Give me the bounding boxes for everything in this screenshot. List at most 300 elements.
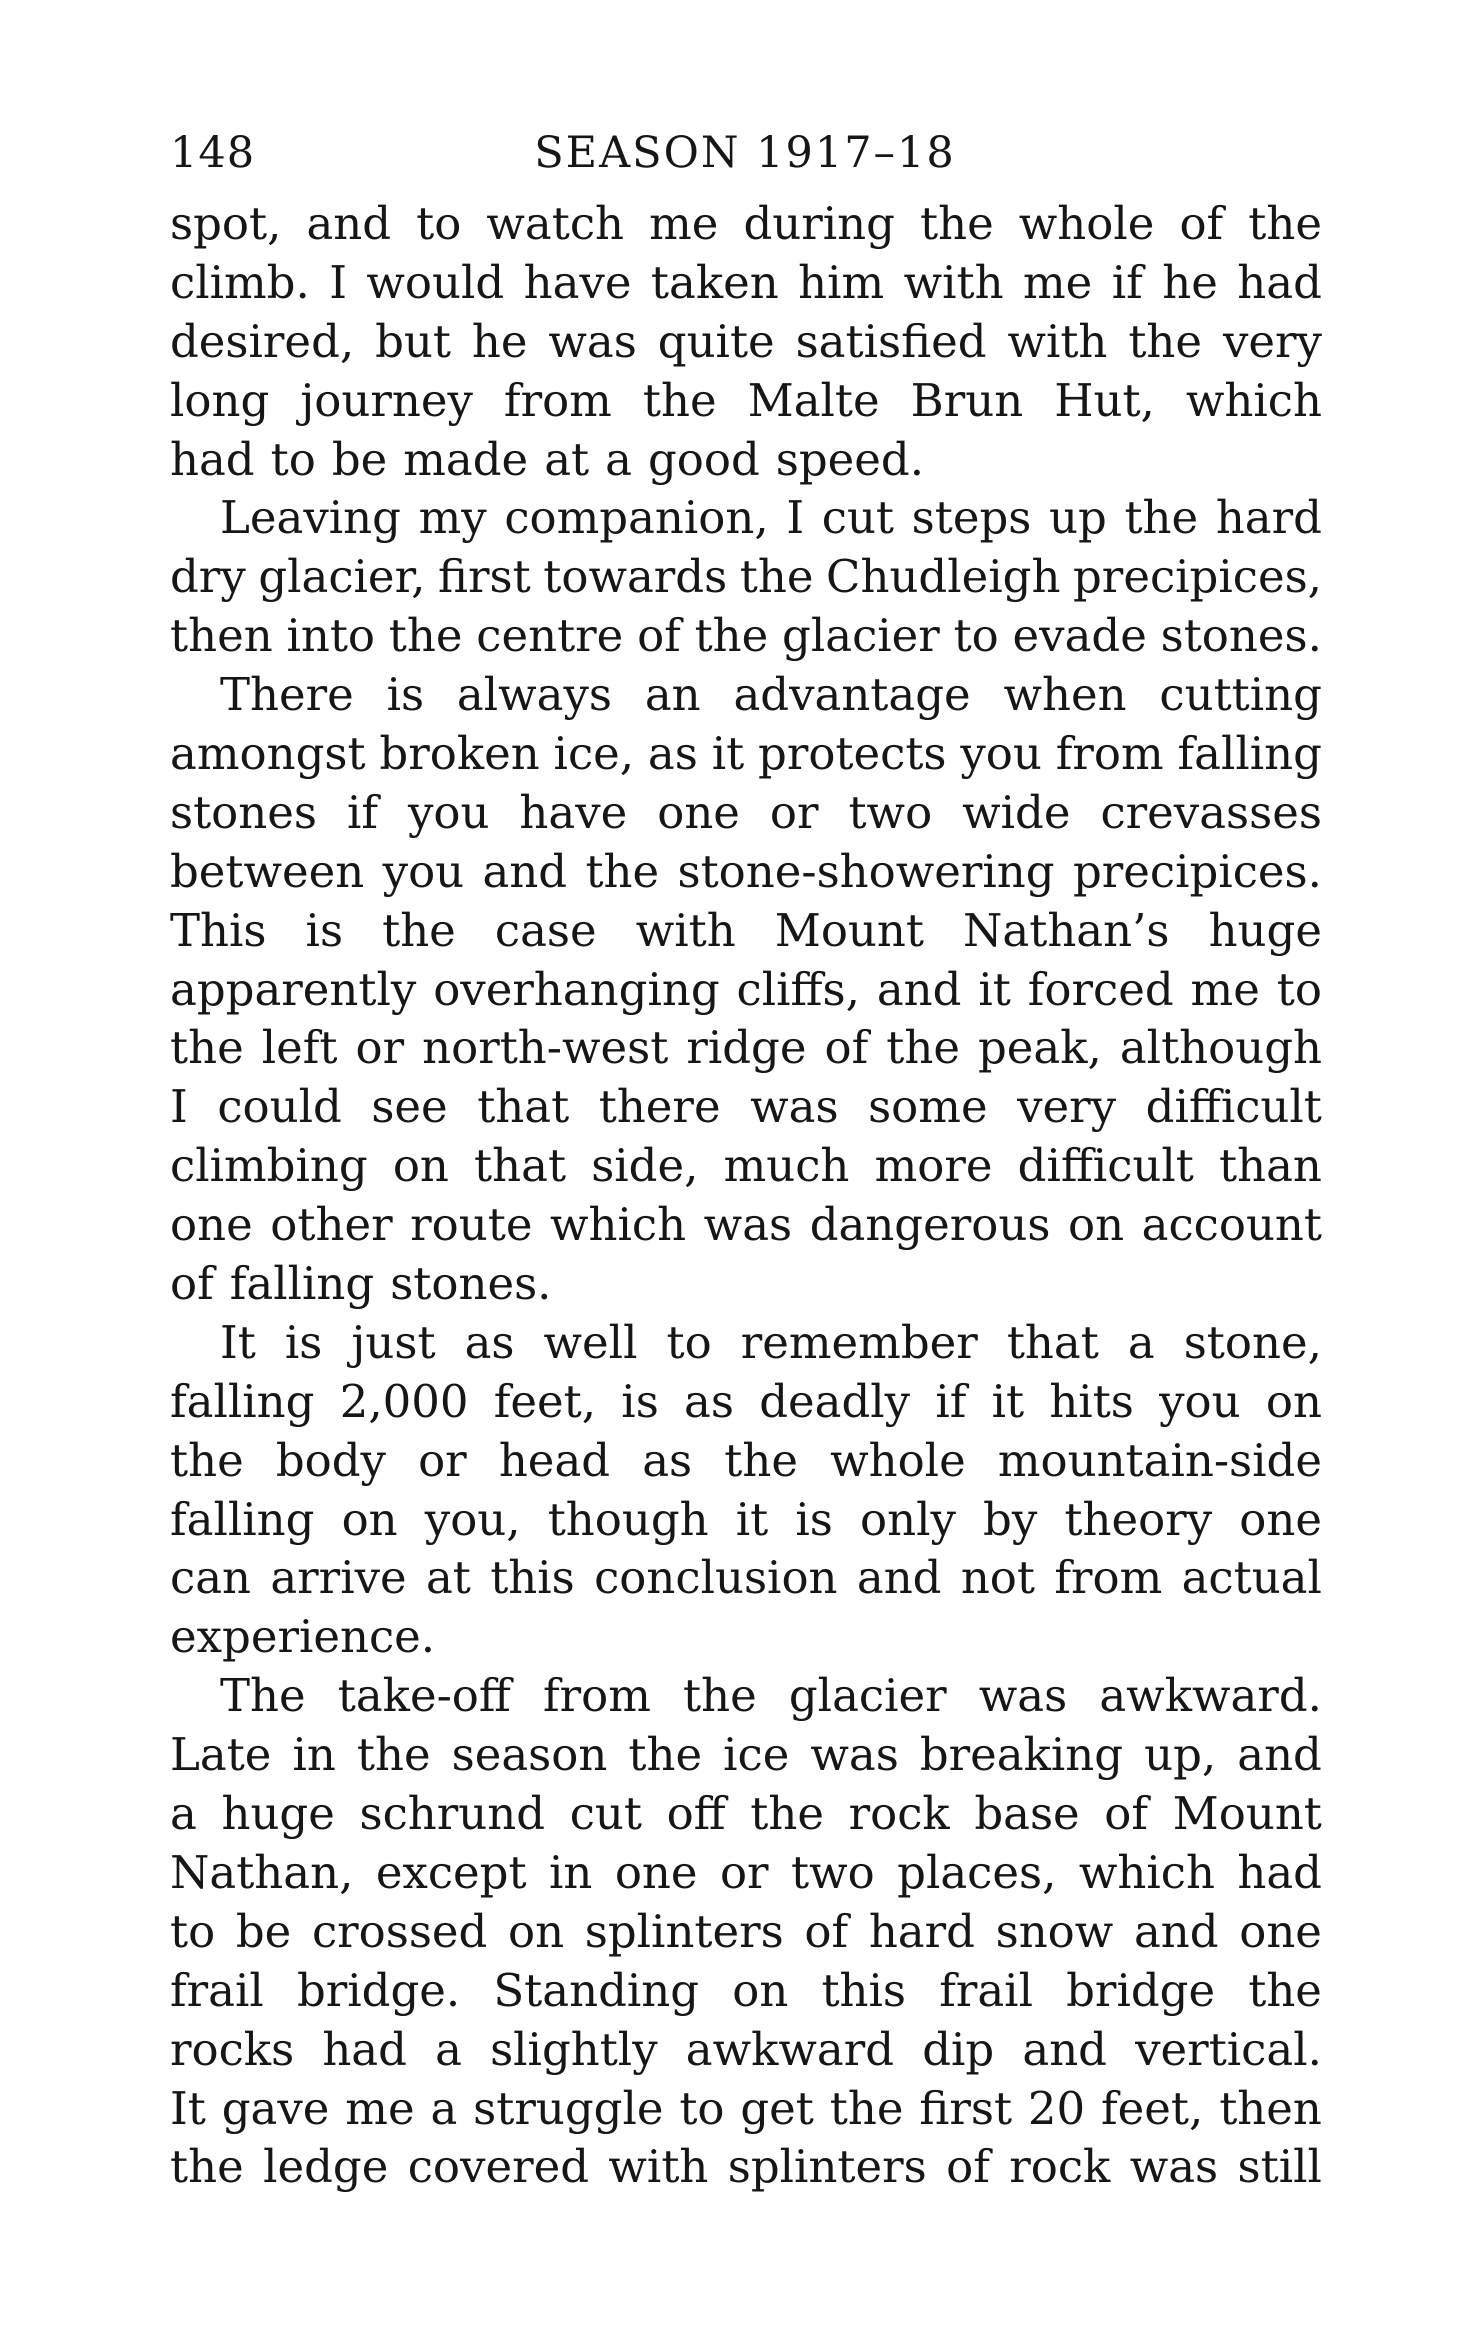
text-line xyxy=(170,1726,1322,1785)
text-line xyxy=(170,1137,1322,1196)
word: with xyxy=(1007,314,1108,368)
word: advantage xyxy=(733,668,971,722)
word: other xyxy=(270,1198,393,1252)
word: and xyxy=(1237,1728,1322,1782)
word: have xyxy=(523,255,632,309)
word: you xyxy=(1159,1374,1241,1428)
word: one xyxy=(1239,1904,1322,1958)
word: glacier, xyxy=(258,550,426,604)
word: falling xyxy=(1177,727,1322,781)
word: the xyxy=(683,1669,757,1723)
word: of xyxy=(946,2140,990,2194)
word: in xyxy=(292,1728,336,1782)
word: had xyxy=(170,432,255,486)
word: from xyxy=(503,373,612,427)
word: splinters xyxy=(584,1904,784,1958)
word: Malte xyxy=(747,373,880,427)
word: evade xyxy=(1012,609,1147,663)
word: in xyxy=(549,1845,593,1899)
word: arrive xyxy=(270,1551,407,1605)
word: precipices. xyxy=(1072,844,1322,898)
word: on xyxy=(732,1963,789,2017)
word: have xyxy=(519,785,628,839)
word: cliffs, xyxy=(736,962,860,1016)
word: but xyxy=(375,314,451,368)
word: this xyxy=(490,1551,575,1605)
text-line xyxy=(170,1196,1322,1255)
word: with xyxy=(635,903,736,957)
word: crevasses xyxy=(1100,785,1322,839)
word: which xyxy=(550,1198,687,1252)
word: only xyxy=(860,1492,956,1546)
word: glacier xyxy=(788,1669,947,1723)
word: from xyxy=(542,1669,651,1723)
word: cut xyxy=(569,1787,642,1841)
word: experience. xyxy=(170,1610,436,1664)
word: be xyxy=(331,432,388,486)
word: had xyxy=(1237,255,1322,309)
word: ice, xyxy=(553,727,635,781)
word: Nathan, xyxy=(170,1845,354,1899)
word: account xyxy=(1141,1198,1322,1252)
word: or xyxy=(769,785,819,839)
word: one xyxy=(614,1845,698,1899)
word: with xyxy=(608,2140,709,2194)
word: of xyxy=(170,1257,214,1311)
word: peak, xyxy=(977,1021,1102,1075)
word: towards xyxy=(543,550,728,604)
word: the xyxy=(382,903,456,957)
word: first xyxy=(438,550,531,604)
word: speed. xyxy=(775,432,925,486)
word: much xyxy=(723,1139,850,1193)
word: ridge xyxy=(686,1021,807,1075)
text-line xyxy=(170,254,1322,313)
word: Late xyxy=(170,1728,272,1782)
word: falling xyxy=(170,1492,315,1546)
word: one xyxy=(170,1198,253,1252)
word: to xyxy=(666,1315,712,1369)
word: left xyxy=(261,1021,338,1075)
word: as xyxy=(464,1315,515,1369)
word: watch xyxy=(486,197,625,250)
word: long xyxy=(170,373,270,427)
word: the xyxy=(170,2140,244,2194)
word: into xyxy=(286,609,376,663)
word: difficult xyxy=(1017,1139,1194,1193)
text-line xyxy=(170,1667,1322,1726)
word: you xyxy=(407,785,490,839)
word: body xyxy=(275,1433,386,1487)
text-line xyxy=(170,1432,1322,1491)
word: Nathan’s xyxy=(963,903,1170,957)
word: conclusion xyxy=(594,1551,838,1605)
word: and xyxy=(1022,2022,1107,2076)
text-line xyxy=(170,1019,1322,1078)
word: me xyxy=(1190,962,1260,1016)
word: struggle xyxy=(473,2081,664,2135)
word: side, xyxy=(591,1139,699,1193)
word: It xyxy=(220,1315,256,1369)
word: it xyxy=(991,1374,1025,1428)
word: or xyxy=(719,1845,769,1899)
text-line xyxy=(170,2138,1322,2197)
word: of xyxy=(824,1021,869,1075)
word: dip xyxy=(922,2022,995,2076)
word: which xyxy=(1185,373,1322,427)
word: and xyxy=(482,844,568,898)
word: very xyxy=(1017,1080,1117,1134)
word: a xyxy=(605,432,632,486)
word: to xyxy=(416,197,462,250)
word: is xyxy=(305,903,344,957)
word: journey xyxy=(300,373,473,427)
word: actual xyxy=(1181,1551,1322,1605)
word: covered xyxy=(407,2140,590,2194)
word: there xyxy=(598,1080,721,1134)
word: remember xyxy=(740,1315,978,1369)
text-line xyxy=(170,489,1322,548)
word: this xyxy=(821,1963,907,2017)
word: a xyxy=(1127,1315,1155,1369)
word: the xyxy=(886,1021,960,1075)
word: and xyxy=(876,962,962,1016)
word: slightly xyxy=(490,2022,658,2076)
word: is xyxy=(284,1315,323,1369)
text-line xyxy=(170,725,1322,784)
word: it xyxy=(735,1492,769,1546)
word: first xyxy=(919,2081,1013,2135)
word: apparently xyxy=(170,962,417,1016)
word: with xyxy=(903,255,1004,309)
word: of xyxy=(804,1904,849,1958)
word: which xyxy=(1078,1845,1215,1899)
word: base xyxy=(974,1787,1080,1841)
word: case xyxy=(494,903,597,957)
word: climb. xyxy=(170,255,310,309)
word: forced xyxy=(1027,962,1174,1016)
word: still xyxy=(1237,2140,1322,2194)
word: just xyxy=(351,1315,436,1369)
word: was xyxy=(548,314,637,368)
word: frail xyxy=(939,1963,1033,2017)
word: I xyxy=(170,1080,188,1134)
word: on xyxy=(1067,1198,1125,1252)
word: was xyxy=(703,1198,793,1252)
word: up xyxy=(1049,491,1107,545)
word: to xyxy=(270,432,316,486)
text-line xyxy=(170,313,1322,372)
word: spot, xyxy=(170,197,282,250)
word: rock xyxy=(848,1787,950,1841)
word: or xyxy=(418,1433,467,1487)
word: feet, xyxy=(1101,2081,1204,2135)
word: me xyxy=(1023,255,1093,309)
word: you, xyxy=(424,1492,521,1546)
word: when xyxy=(1003,668,1127,722)
text-line xyxy=(170,431,1322,490)
word: rocks xyxy=(170,2022,295,2076)
text-line xyxy=(170,1314,1322,1373)
word: had xyxy=(1237,1845,1322,1899)
word: more xyxy=(874,1139,993,1193)
word: crossed xyxy=(311,1904,488,1958)
word: me xyxy=(345,2081,415,2135)
word: frail xyxy=(170,1963,264,2017)
word: the xyxy=(739,550,814,604)
word: is xyxy=(386,668,425,722)
text-line xyxy=(170,1608,1322,1667)
text-line xyxy=(170,2080,1322,2139)
word: very xyxy=(1222,314,1322,368)
word: the xyxy=(585,844,660,898)
word: Chudleigh xyxy=(826,550,1061,604)
word: was xyxy=(750,1080,839,1134)
word: the xyxy=(829,2081,904,2135)
word: quite xyxy=(657,314,775,368)
body-text xyxy=(170,195,1322,2197)
word: I xyxy=(329,255,347,309)
word: the xyxy=(642,373,717,427)
word: well xyxy=(543,1315,638,1369)
text-line xyxy=(170,666,1322,725)
word: to xyxy=(1276,962,1322,1016)
word: cut xyxy=(821,491,895,545)
word: would xyxy=(366,255,505,309)
word: some xyxy=(868,1080,988,1134)
word: climbing xyxy=(170,1139,368,1193)
word: two xyxy=(791,1845,875,1899)
word: falling xyxy=(170,1374,315,1428)
word: it xyxy=(978,962,1011,1016)
word: off xyxy=(666,1787,726,1841)
word: as xyxy=(647,727,698,781)
word: places, xyxy=(897,1845,1057,1899)
word: whole xyxy=(830,1433,966,1487)
word: from xyxy=(1054,1551,1163,1605)
word: a xyxy=(430,2081,458,2135)
word: bridge xyxy=(1066,1963,1216,2017)
word: get xyxy=(740,2081,814,2135)
text-line xyxy=(170,1844,1322,1903)
word: deadly xyxy=(759,1374,911,1428)
word: he xyxy=(471,314,528,368)
text-line xyxy=(170,961,1322,1020)
word: stones xyxy=(170,785,317,839)
word: by xyxy=(983,1492,1038,1546)
text-line xyxy=(170,1903,1322,1962)
word: the xyxy=(1124,491,1199,545)
word: good xyxy=(647,432,760,486)
word: on xyxy=(508,1904,565,1958)
word: to xyxy=(679,2081,725,2135)
word: to xyxy=(953,609,999,663)
word: The xyxy=(220,1669,306,1723)
word: that xyxy=(477,1080,570,1134)
word: is xyxy=(621,1374,659,1428)
word: hard xyxy=(1215,491,1322,545)
word: though xyxy=(547,1492,709,1546)
word: the xyxy=(1248,197,1322,250)
word: dangerous xyxy=(809,1198,1051,1252)
word: protects xyxy=(758,727,947,781)
word: and xyxy=(1133,1904,1219,1958)
word: and xyxy=(306,197,392,250)
word: vertical. xyxy=(1135,2022,1322,2076)
word: on xyxy=(341,1492,398,1546)
word: the xyxy=(170,1433,244,1487)
word: a xyxy=(170,1787,197,1841)
word: the xyxy=(628,1728,703,1782)
word: as xyxy=(642,1433,693,1487)
word: hard xyxy=(868,1904,975,1958)
word: than xyxy=(1219,1139,1322,1193)
word: mountain-side xyxy=(997,1433,1322,1487)
word: feet, xyxy=(493,1374,597,1428)
word: was xyxy=(1129,2140,1219,2194)
word: always xyxy=(456,668,612,722)
word: me xyxy=(649,197,719,250)
word: take-off xyxy=(337,1669,511,1723)
word: schrund xyxy=(359,1787,546,1841)
word: if xyxy=(935,1374,967,1428)
text-line xyxy=(170,1255,1322,1314)
word: stone-showering xyxy=(677,844,1055,898)
word: as xyxy=(684,1374,734,1428)
word: 20 xyxy=(1027,2081,1086,2135)
text-line xyxy=(170,1785,1322,1844)
word: from xyxy=(1055,727,1164,781)
text-line xyxy=(170,1549,1322,1608)
word: on xyxy=(1265,1374,1322,1428)
text-line xyxy=(170,1373,1322,1432)
word: at xyxy=(544,432,590,486)
word: taken xyxy=(650,255,779,309)
word: stones. xyxy=(390,1257,552,1311)
word: breaking xyxy=(919,1728,1124,1782)
word: glacier xyxy=(782,609,940,663)
word: you xyxy=(382,844,465,898)
word: the xyxy=(694,609,769,663)
text-line xyxy=(170,195,1322,254)
word: that xyxy=(1006,1315,1099,1369)
word: if xyxy=(1111,255,1143,309)
word: steps xyxy=(911,491,1032,545)
word: Mount xyxy=(1172,1787,1322,1841)
word: one xyxy=(1239,1492,1322,1546)
word: he xyxy=(1162,255,1218,309)
running-head: SEASON 1917–18 xyxy=(534,128,956,178)
word: not xyxy=(960,1551,1035,1605)
word: Brun xyxy=(910,373,1024,427)
text-line xyxy=(170,843,1322,902)
word: made xyxy=(403,432,529,486)
word: This xyxy=(170,903,267,957)
word: gave xyxy=(221,2081,330,2135)
word: to xyxy=(170,1904,216,1958)
word: on xyxy=(392,1139,449,1193)
word: one xyxy=(657,785,740,839)
word: you xyxy=(960,727,1042,781)
word: of xyxy=(1179,197,1224,250)
word: at xyxy=(425,1551,471,1605)
word: and xyxy=(856,1551,942,1605)
word: was xyxy=(810,1728,899,1782)
word: up, xyxy=(1144,1728,1217,1782)
word: centre xyxy=(476,609,624,663)
text-line xyxy=(170,372,1322,431)
word: Leaving xyxy=(220,491,401,545)
word: theory xyxy=(1064,1492,1213,1546)
word: north-west xyxy=(422,1021,669,1075)
word: the xyxy=(750,1787,824,1841)
word: of xyxy=(1104,1787,1149,1841)
text-line xyxy=(170,548,1322,607)
word: it xyxy=(711,727,745,781)
text-line xyxy=(170,1078,1322,1137)
word: satisfied xyxy=(795,314,987,368)
word: the xyxy=(388,609,463,663)
word: overhanging xyxy=(433,962,720,1016)
word: if xyxy=(346,785,378,839)
word: whole xyxy=(1018,197,1155,250)
word: had xyxy=(322,2022,407,2076)
word: route xyxy=(410,1198,533,1252)
text-line xyxy=(170,607,1322,666)
word: between xyxy=(170,844,365,898)
word: head xyxy=(498,1433,611,1487)
word: hits xyxy=(1049,1374,1134,1428)
word: I xyxy=(786,491,805,545)
word: desired, xyxy=(170,314,355,368)
word: the xyxy=(356,1728,431,1782)
word: that xyxy=(474,1139,567,1193)
word: falling xyxy=(229,1257,375,1311)
text-line xyxy=(170,1491,1322,1550)
word: the xyxy=(920,197,994,250)
word: It xyxy=(170,2081,206,2135)
word: ledge xyxy=(263,2140,389,2194)
word: There xyxy=(220,668,354,722)
word: difficult xyxy=(1145,1080,1322,1134)
text-line xyxy=(170,902,1322,961)
word: season xyxy=(451,1728,608,1782)
word: ice xyxy=(723,1728,790,1782)
word: huge xyxy=(221,1787,335,1841)
word: is xyxy=(795,1492,833,1546)
word: the xyxy=(170,1021,244,1075)
word: awkward. xyxy=(1099,1669,1322,1723)
word: companion, xyxy=(504,491,769,545)
word: my xyxy=(418,491,487,545)
word: see xyxy=(371,1080,448,1134)
word: awkward xyxy=(685,2022,895,2076)
text-line xyxy=(170,2021,1322,2080)
page-number: 148 xyxy=(170,128,256,178)
word: huge xyxy=(1208,903,1322,957)
word: an xyxy=(644,668,701,722)
word: 2,000 xyxy=(339,1374,469,1428)
word: bridge. xyxy=(296,1963,461,2017)
word: of xyxy=(637,609,681,663)
word: during xyxy=(743,197,895,250)
word: although xyxy=(1119,1021,1322,1075)
word: be xyxy=(235,1904,292,1958)
word: a xyxy=(435,2022,462,2076)
word: snow xyxy=(995,1904,1114,1958)
word: can xyxy=(170,1551,252,1605)
word: amongst xyxy=(170,727,366,781)
